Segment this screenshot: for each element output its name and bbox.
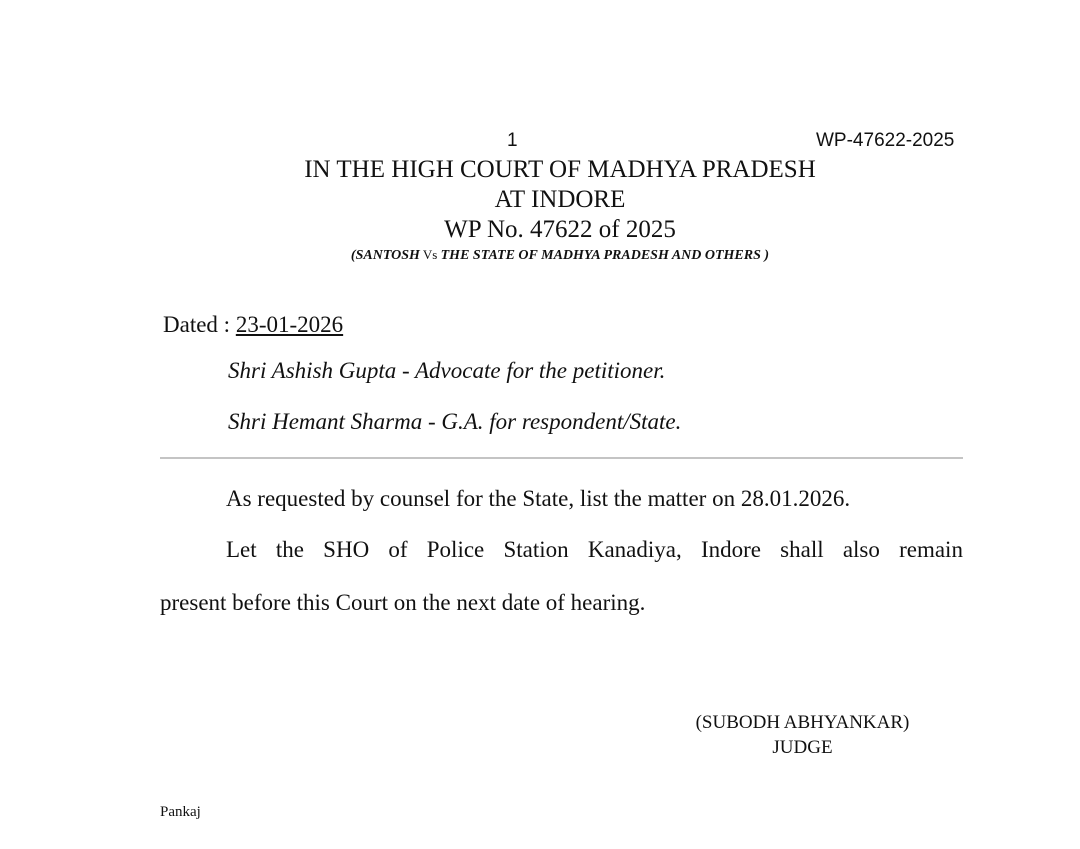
word: Indore — [700, 537, 761, 562]
typist-initials: Pankaj — [160, 804, 201, 820]
order-paragraph-2-line-2: present before this Court on the next date of hearing. — [160, 590, 646, 615]
judge-designation: JUDGE — [772, 737, 833, 758]
court-name: IN THE HIGH COURT OF MADHYA PRADESH — [304, 156, 816, 183]
word: also — [842, 537, 880, 562]
order-paragraph-1: As requested by counsel for the State, list the matter on 28.01.2026. — [226, 486, 851, 511]
respondent-name: THE STATE OF MADHYA PRADESH AND OTHERS ) — [440, 248, 770, 263]
word: Let — [226, 537, 257, 562]
word: Kanadiya, — [587, 537, 682, 562]
order-paragraph-2-line-1 — [226, 537, 963, 563]
appearance-petitioner: Shri Ashish Gupta - Advocate for the petitioner. — [228, 358, 666, 383]
word: Station — [503, 537, 569, 562]
case-reference: WP-47622-2025 — [816, 130, 955, 151]
word: shall — [780, 537, 824, 562]
petitioner-name: (SANTOSH — [350, 248, 420, 263]
order-date — [163, 312, 343, 338]
appearance-respondent: Shri Hemant Sharma - G.A. for respondent/State. — [228, 409, 682, 434]
versus-label: Vs — [419, 247, 441, 262]
divider-line — [160, 457, 963, 459]
dated-label: Dated : — [163, 312, 236, 337]
word: Police — [426, 537, 485, 562]
word: of — [388, 537, 408, 562]
word: the — [275, 537, 304, 562]
case-number: WP No. 47622 of 2025 — [444, 216, 676, 243]
judge-name: (SUBODH ABHYANKAR) — [695, 712, 910, 733]
parties-line — [230, 247, 890, 264]
word: SHO — [323, 537, 370, 562]
page-number: 1 — [507, 130, 518, 151]
bench-name: AT INDORE — [494, 186, 626, 213]
word: remain — [899, 537, 963, 562]
dated-value: 23-01-2026 — [235, 312, 344, 337]
